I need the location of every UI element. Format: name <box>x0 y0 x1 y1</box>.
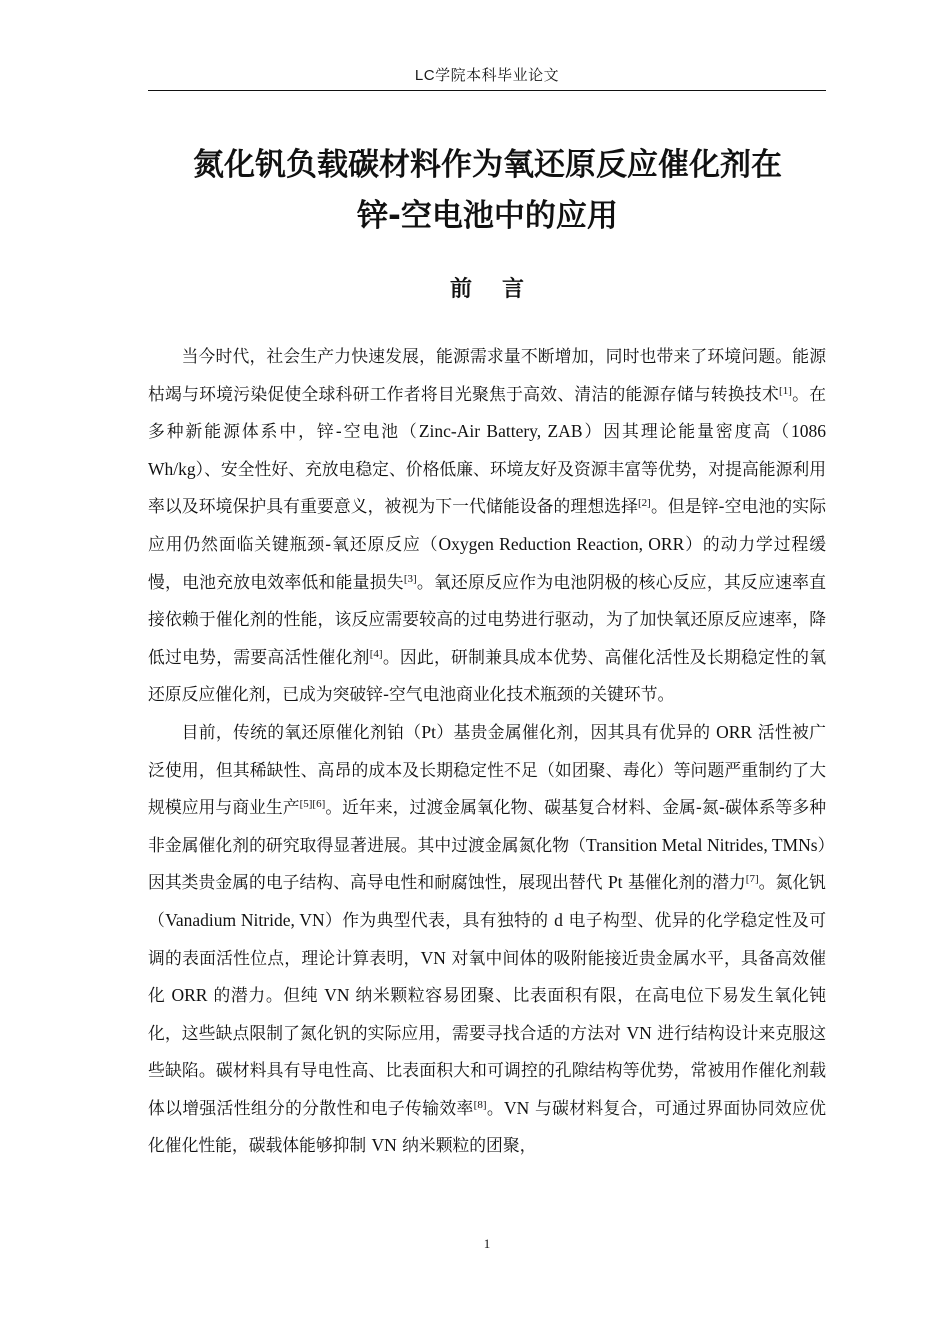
text-segment: ）因其类贵金属的电子结构、高导电性和耐腐蚀性，展现出替代 <box>148 834 826 893</box>
text-segment: 的潜力。但纯 <box>213 985 319 1006</box>
text-segment: 。在多种新能源体系中，锌-空电池（ <box>148 383 826 442</box>
thesis-title-line-1: 氮化钒负载碳材料作为氧还原反应催化剂在 <box>193 147 782 183</box>
citation-ref: [7] <box>745 873 759 886</box>
text-segment: 。但是锌-空电池的实际应用仍然面临关键瓶颈-氧还原反应（ <box>148 496 826 554</box>
latin-term: VN <box>626 1022 652 1043</box>
text-segment: 进行结构设计来克服这些缺陷。碳材料具有导电性高、比表面积大和可调控的孔隙结构等优势，常被用作催化剂载体以增强活性组分的分散性和电子传输效率 <box>148 1022 826 1118</box>
latin-term: 1086 Wh/kg <box>148 421 826 479</box>
citation-ref: [5][6] <box>299 798 326 811</box>
text-segment: 目前，传统的氧还原催化剂铂（ <box>181 721 422 742</box>
text-segment: ）基贵金属催化剂，因其具有优异的 <box>436 721 711 742</box>
running-header: LC学院本科毕业论文 <box>414 67 560 84</box>
latin-term: VN <box>420 947 446 968</box>
text-segment: ）因其理论能量密度高（ <box>582 421 791 442</box>
latin-term: VN <box>371 1135 397 1156</box>
text-segment: ）作为典型代表，具有独特的 <box>324 909 549 930</box>
latin-term: Oxygen Reduction Reaction, ORR <box>438 533 685 554</box>
latin-term: VN <box>324 985 350 1006</box>
latin-term: Pt <box>421 721 437 742</box>
text-segment: 。氮化钒（ <box>148 872 826 930</box>
text-segment: 基催化剂的潜力 <box>627 872 746 893</box>
latin-term: Vanadium Nitride, VN <box>165 909 325 930</box>
text-segment: ）的动力学过程缓慢，电池充放电效率低和能量损失 <box>148 533 826 592</box>
citation-ref: [8] <box>473 1098 487 1111</box>
text-segment: 对氧中间体的吸附能接近贵金属水平，具备高效催化 <box>148 947 826 1006</box>
paragraph-2 <box>148 714 826 1165</box>
latin-term: ORR <box>171 985 208 1006</box>
citation-ref: [4] <box>369 647 383 660</box>
body-text <box>148 338 826 1165</box>
text-segment: 当今时代，社会生产力快速发展，能源需求量不断增加，同时也带来了环境问题。能源枯竭与环境污染促使全球科研工作者将目光聚焦于高效、清洁的能源存储与转换技术 <box>148 346 826 404</box>
latin-term: VN <box>503 1097 530 1118</box>
citation-ref: [1] <box>779 384 792 397</box>
paragraph-1 <box>148 338 826 714</box>
thesis-title <box>100 140 875 242</box>
text-segment: ）、安全性好、充放电稳定、价格低廉、环境友好及资源丰富等优势，对提高能源利用率以及环境保护具有重要意义，被视为下一代储能设备的理想选择 <box>148 458 826 517</box>
latin-term: Zinc-Air Battery, ZAB <box>418 421 583 442</box>
text-segment: 电子构型、优异的化学稳定性及可调的表面活性位点，理论计算表明， <box>148 909 826 968</box>
section-heading-preface: 前言 <box>449 277 554 302</box>
text-segment: 纳米颗粒的团聚， <box>402 1135 537 1156</box>
text-segment: 活性被广泛使用，但其稀缺性、高昂的成本及长期稳定性不足（如团聚、毒化）等问题严重制约了大规模应用与商业生产 <box>148 721 826 818</box>
text-segment: 。氧还原反应作为电池阴极的核心反应，其反应速率直接依赖于催化剂的性能，该反应需要较高的过电势进行驱动，为了加快氧还原反应速率，降低过电势，需要高活性催化剂 <box>148 571 826 667</box>
citation-ref: [2] <box>638 497 651 510</box>
latin-term: d <box>554 909 563 930</box>
text-segment: 。 <box>486 1097 504 1118</box>
latin-term: ORR <box>716 721 753 742</box>
citation-ref: [3] <box>403 572 417 585</box>
latin-term: Pt <box>607 872 623 893</box>
text-segment: 。因此，研制兼具成本优势、高催化活性及长期稳定性的氧还原反应催化剂，已成为突破锌-空气电池商业化技术瓶颈的关键环节。 <box>148 646 826 705</box>
header-divider <box>148 90 826 91</box>
text-segment: 与碳材料复合，可通过界面协同效应优化催化性能，碳载体能够抑制 <box>148 1097 826 1156</box>
thesis-title-line-2: 锌-空电池中的应用 <box>357 198 618 234</box>
text-segment: 纳米颗粒容易团聚、比表面积有限，在高电位下易发生氧化钝化，这些缺点限制了氮化钒的实际应用，需要寻找合适的方法对 <box>148 985 826 1043</box>
latin-term: Transition Metal Nitrides, TMNs <box>585 834 818 855</box>
text-segment: 。近年来，过渡金属氧化物、碳基复合材料、金属-氮-碳体系等多种非金属催化剂的研究取得显著进展。其中过渡金属氮化物（ <box>148 797 826 855</box>
page-number: 1 <box>483 1236 491 1251</box>
